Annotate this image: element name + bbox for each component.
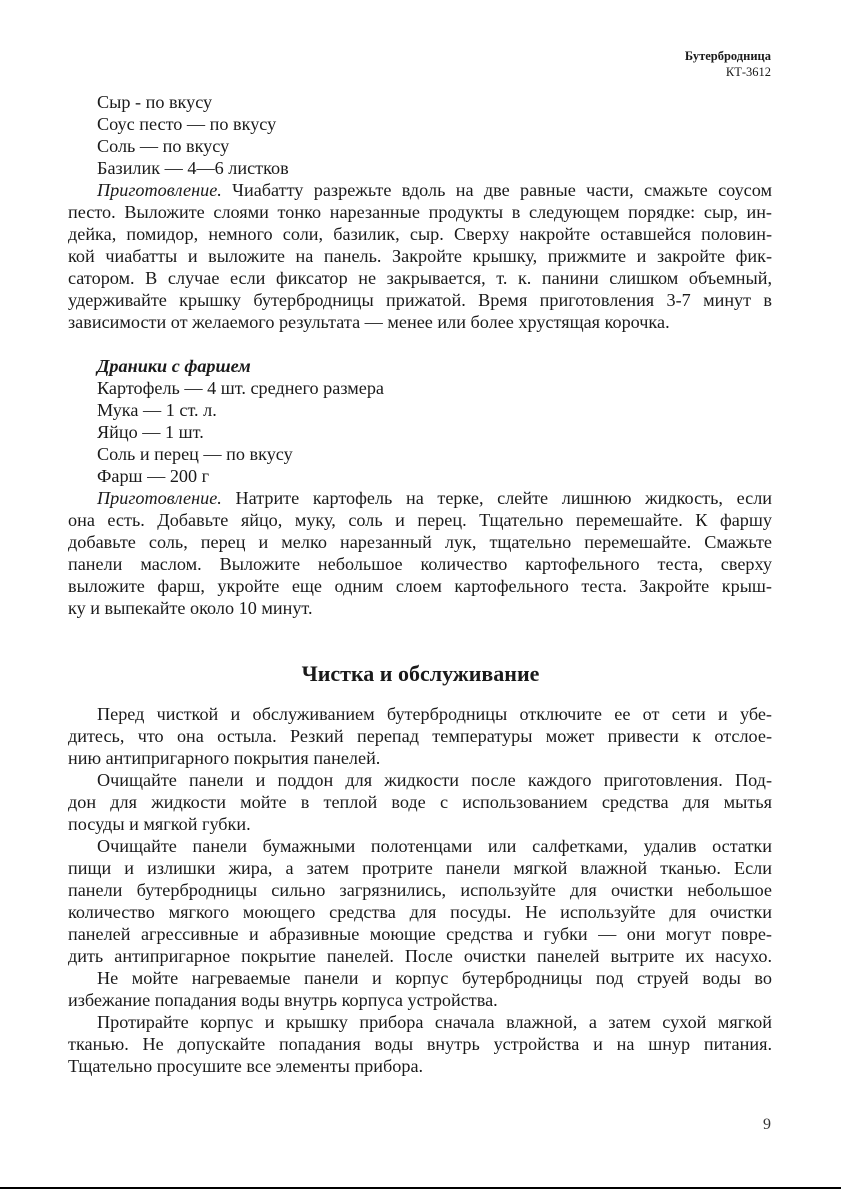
recipe-title: Драники с фаршем bbox=[97, 356, 251, 376]
paragraph-line: Перед чисткой и обслуживанием бутербродницы отключите ее от сети и убе- bbox=[97, 704, 772, 724]
preparation-line: выложите фарш, укройте еще одним слоем картофельного теста. Закройте крыш- bbox=[68, 576, 772, 596]
preparation-line: сатором. В случае если фиксатор не закрывается, т. к. панини слишком объемный, bbox=[68, 268, 772, 288]
recipe-2 bbox=[68, 355, 772, 619]
preparation-line bbox=[68, 179, 772, 201]
paragraph-line: Очищайте панели и поддон для жидкости после каждого приготовления. Под- bbox=[97, 770, 772, 790]
ingredient-line: Мука — 1 ст. л. bbox=[97, 400, 217, 420]
ingredient-line: Картофель — 4 шт. среднего размера bbox=[97, 378, 384, 398]
paragraph-line: дить антипригарное покрытие панелей. После очистки панелей вытрите их насухо. bbox=[68, 946, 772, 966]
header-title: Бутербродница bbox=[684, 49, 771, 63]
paragraph-line: Не мойте нагреваемые панели и корпус бутербродницы под струей воды во bbox=[97, 968, 772, 988]
paragraph-line: дон для жидкости мойте в теплой воде с использованием средства для мытья bbox=[68, 792, 772, 812]
preparation-label: Приготовление. bbox=[97, 180, 222, 200]
preparation-text: Чиабатту разрежьте вдоль на две равные части, смажьте соусом bbox=[221, 180, 772, 200]
ingredient-line: Соус песто — по вкусу bbox=[97, 114, 277, 134]
paragraph-line: панели бутербродницы сильно загрязнились, используйте для очистки небольшое bbox=[68, 880, 772, 900]
running-header bbox=[685, 48, 771, 80]
preparation-text: Натрите картофель на терке, слейте лишнюю жидкость, если bbox=[221, 488, 772, 508]
header-model: КТ-3612 bbox=[725, 65, 771, 79]
paragraph-line: Протирайте корпус и крышку прибора сначала влажной, а затем сухой мягкой bbox=[97, 1012, 772, 1032]
paragraph-line: Очищайте панели бумажными полотенцами или салфетками, удалив остатки bbox=[97, 836, 772, 856]
preparation-line: удерживайте крышку бутербродницы прижатой. Время приготовления 3-7 минут в bbox=[68, 290, 772, 310]
preparation-line: песто. Выложите слоями тонко нарезанные продукты в следующем порядке: сыр, ин- bbox=[68, 202, 772, 222]
paragraph-line: тканью. Не допускайте попадания воды внутрь устройства и на шнур питания. bbox=[68, 1034, 772, 1054]
preparation-line: кой чиабатты и выложите на панель. Закройте крышку, прижмите и закройте фик- bbox=[68, 246, 772, 266]
recipe-1 bbox=[68, 91, 772, 333]
ingredient-line: Базилик — 4—6 листков bbox=[97, 158, 289, 178]
paragraph-line: нию антипригарного покрытия панелей. bbox=[68, 748, 381, 768]
section-title: Чистка и обслуживание bbox=[301, 661, 540, 686]
ingredient-line: Соль — по вкусу bbox=[97, 136, 230, 156]
paragraph-line: панелей агрессивные и абразивные моющие средства и губки — они могут повре- bbox=[68, 924, 772, 944]
preparation-line: она есть. Добавьте яйцо, муку, соль и перец. Тщательно перемешайте. К фаршу bbox=[68, 510, 772, 530]
paragraph-line: избежание попадания воды внутрь корпуса устройства. bbox=[68, 990, 498, 1010]
ingredient-line: Фарш — 200 г bbox=[97, 466, 210, 486]
preparation-line: добавьте соль, перец и мелко нарезанный лук, тщательно перемешайте. Смажьте bbox=[68, 532, 772, 552]
paragraph-line: пищи и излишки жира, а затем протрите панели мягкой влажной тканью. Если bbox=[68, 858, 772, 878]
paragraph-line: Тщательно просушите все элементы прибора. bbox=[68, 1056, 424, 1076]
paragraph-line: посуды и мягкой губки. bbox=[68, 814, 251, 834]
preparation-line: панели маслом. Выложите небольшое количество картофельного теста, сверху bbox=[68, 554, 772, 574]
ingredient-line: Соль и перец — по вкусу bbox=[97, 444, 293, 464]
preparation-line: ку и выпекайте около 10 минут. bbox=[68, 598, 313, 618]
cleaning-section-body bbox=[68, 703, 772, 1077]
preparation-line: зависимости от желаемого результата — менее или более хрустящая корочка. bbox=[68, 312, 670, 332]
preparation-line bbox=[68, 487, 772, 509]
ingredient-line: Сыр - по вкусу bbox=[97, 92, 213, 112]
page-number: 9 bbox=[763, 1116, 771, 1133]
preparation-line: дейка, помидор, немного соли, базилик, сыр. Сверху накройте оставшейся половин- bbox=[68, 224, 772, 244]
paragraph-line: количество мягкого моющего средства для посуды. Не используйте для очистки bbox=[68, 902, 772, 922]
preparation-label: Приготовление. bbox=[97, 488, 222, 508]
paragraph-line: дитесь, что она остыла. Резкий перепад температуры может привести к отслое- bbox=[68, 726, 772, 746]
ingredient-line: Яйцо — 1 шт. bbox=[97, 422, 204, 442]
